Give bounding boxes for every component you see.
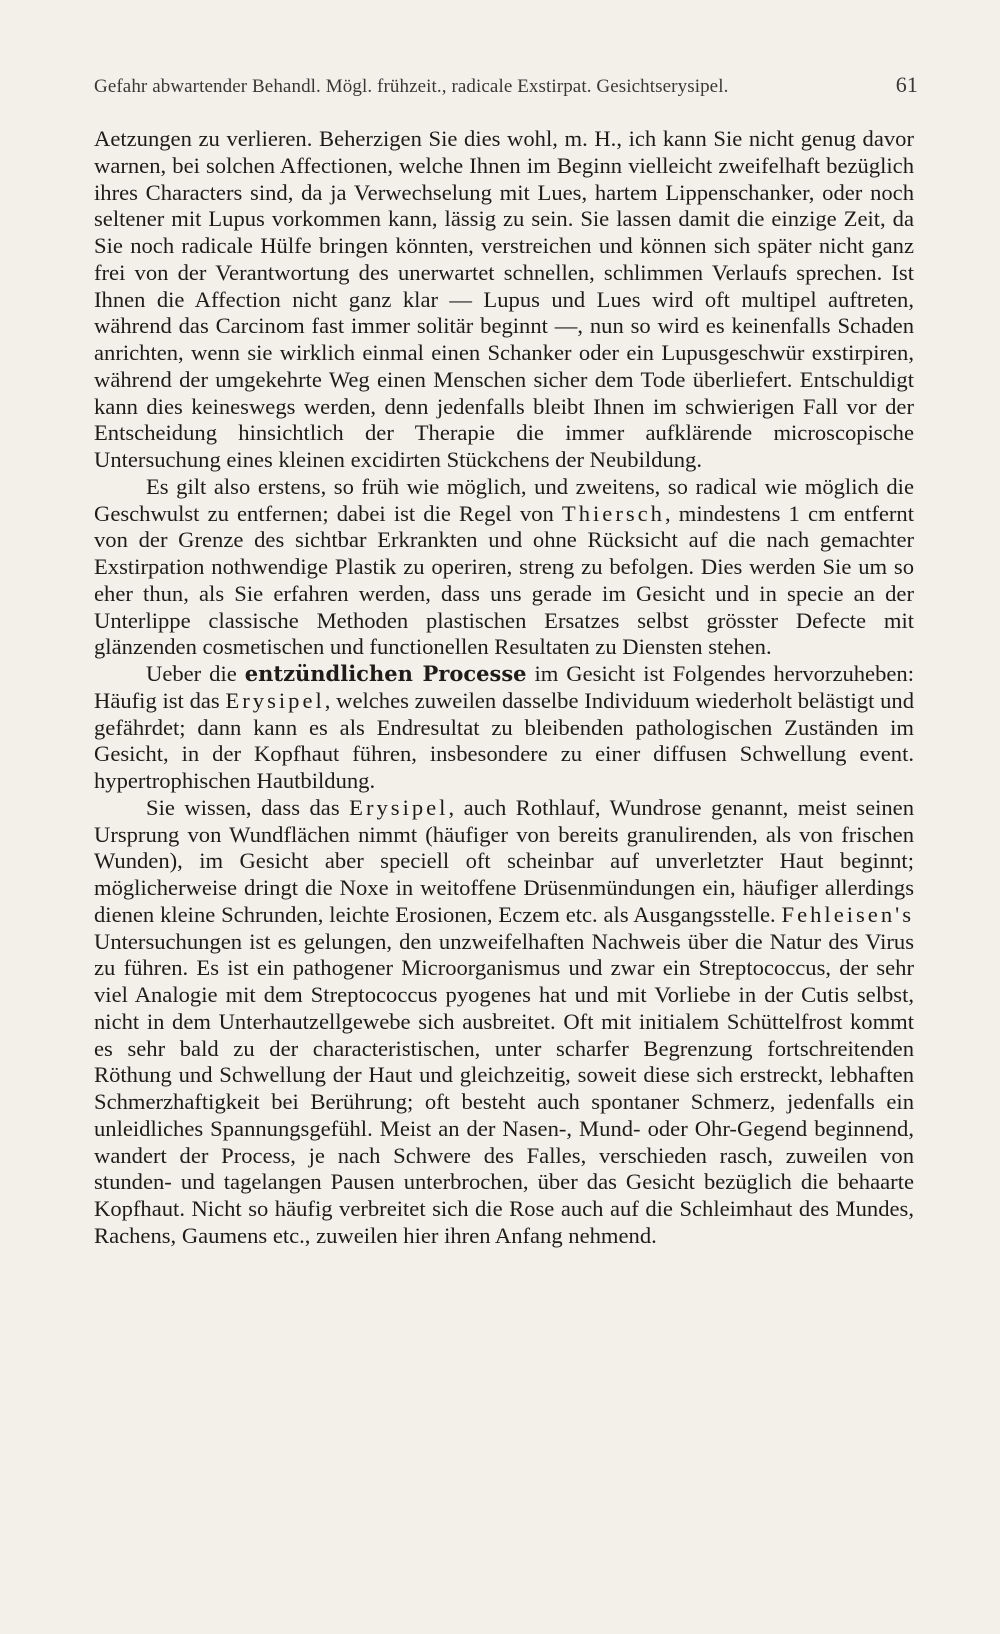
paragraph-4 — [94, 795, 914, 1250]
author-name-thiersch: Thiersch — [561, 500, 665, 526]
paragraph-1: Aetzungen zu verlieren. Beherzigen Sie dies wohl, m. H., ich kann Sie nicht genug davor warnen, bei solchen Affectionen, welche Ihnen im Beginn vielleicht zweifelhaft bezüglich ihres Characters sind, da ja Verwechselung mit Lues, hartem Lippenschanker, oder noch seltener mit Lupus vorkommen kann, lässig zu sein. Sie lassen damit die einzige Zeit, da Sie noch radicale Hülfe bringen könnten, verstreichen und können sich später nicht ganz frei von der Verantwortung des unerwartet schnellen, schlimmen Verlaufs sprechen. Ist Ihnen die Affection nicht ganz klar — Lupus und Lues wird oft multipel auftreten, während das Carcinom fast immer solitär beginnt —, nun so wird es keinenfalls Schaden anrichten, wenn sie wirklich einmal einen Schanker oder ein Lupusgeschwür exstirpiren, während der umgekehrte Weg einen Menschen sicher dem Tode überliefert. Entschuldigt kann dies keineswegs werden, denn jedenfalls bleibt Ihnen im schwierigen Fall vor der Entscheidung hinsichtlich der Therapie die immer aufklärende microscopische Untersuchung eines kleinen excidirten Stückchens der Neubildung. — [94, 126, 914, 472]
paragraph-2-start: Es gilt also erstens, so früh wie möglich, und zweitens, so radical wie möglich die Geschwulst zu entfernen; dabei ist die Regel von — [94, 473, 914, 526]
paragraph-4-end: Untersuchungen ist es gelungen, den unzweifelhaften Nachweis über die Natur des Virus zu führen. Es ist ein pathogener Microorganismus und zwar ein Streptococcus, der sehr viel Analogie mit dem Streptococcus pyogenes hat und mit Vorliebe in der Cutis selbst, nicht in dem Unterhautzellgewebe sich ausbreitet. Oft mit initialem Schüttelfrost kommt es sehr bald zu der characteristischen, unter scharfer Begrenzung fortschreitenden Röthung und Schwellung der Haut und gleichzeitig, soweit diese sich erstreckt, lebhaften Schmerzhaftigkeit bei Berührung; oft besteht auch spontaner Schmerz, jedenfalls ein unleidliches Spannungsgefühl. Meist an der Nasen-, Mund- oder Ohr-Gegend beginnend, wandert der Process, je nach Schwere des Falles, verschieden rasch, zuweilen von stunden- und tagelangen Pausen unterbrochen, über das Gesicht bezüglich die behaarte Kopfhaut. Nicht so häufig verbreitet sich die Rose auch auf die Schleimhaut des Mundes, Rachens, Gaumens etc., zuweilen hier ihren Anfang nehmend. — [94, 928, 914, 1248]
paragraph-3 — [94, 661, 914, 795]
paragraph-2 — [94, 474, 914, 661]
term-erysipel-2: Erysipel — [349, 794, 449, 820]
paragraph-4-start: Sie wissen, dass das — [146, 794, 350, 820]
paragraph-3-end: , welches zuweilen dasselbe Individuum wiederholt belästigt und gefährdet; dann kann es als Endresultat zu bleibenden pathologischen Zuständen im Gesicht, in der Kopfhaut führen, insbesondere zu einer diffusen Schwellung event. hypertrophischen Hautbildung. — [94, 687, 914, 793]
running-header — [94, 72, 918, 98]
author-name-fehleisen: Fehleisen's — [781, 901, 914, 927]
page-number: 61 — [895, 72, 918, 97]
bold-term-entzuendliche-processe: entzündlichen Processe — [244, 661, 527, 686]
body-text — [94, 126, 914, 1250]
term-erysipel: Erysipel — [225, 687, 325, 713]
paragraph-3-mid: im Gesicht ist Folgendes hervorzuheben: Häufig ist das — [94, 661, 914, 713]
paragraph-3-start: Ueber die — [146, 661, 245, 686]
paragraph-4-mid: , auch Rothlauf, Wundrose genannt, meist seinen Ursprung von Wundflächen nimmt (häufiger von bereits granulirenden, als von frischen Wunden), im Gesicht aber speciell oft scheinbar auf unverletzter Haut beginnt; möglicherweise dringt die Noxe in weitoffene Drüsenmündungen ein, häufiger allerdings dienen kleine Schrunden, leichte Erosionen, Eczem etc. als Ausgangsstelle. — [94, 794, 914, 927]
paragraph-2-end: , mindestens 1 cm entfernt von der Grenze des sichtbar Erkrankten und ohne Rücksicht auf die nach gemachter Exstirpation nothwendige Plastik zu operiren, streng zu befolgen. Dies werden Sie um so eher thun, als Sie erfahren werden, dass uns gerade im Gesicht und in specie an der Unterlippe classische Methoden plastischen Ersatzes selbst grösster Defecte mit glänzenden cosmetischen und functionellen Resultaten zu Diensten stehen. — [94, 500, 914, 660]
running-title: Gefahr abwartender Behandl. Mögl. frühzeit., radicale Exstirpat. Gesichtserysipel. — [94, 76, 729, 97]
